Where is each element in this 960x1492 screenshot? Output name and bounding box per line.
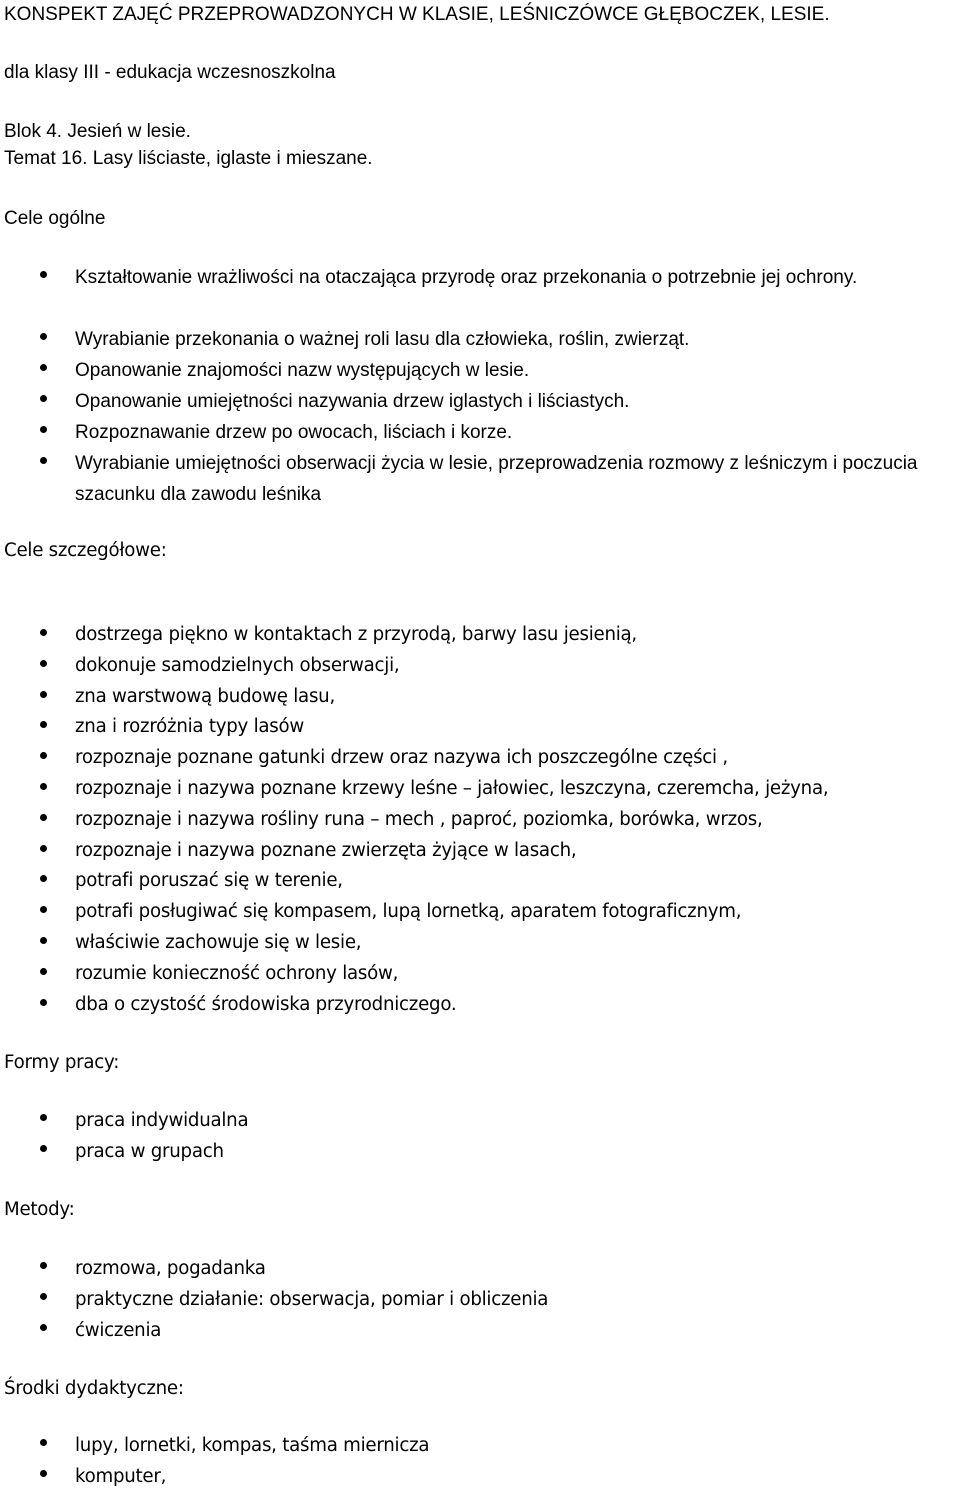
list-item: komputer, [0,1461,960,1492]
list-item: dba o czystość środowiska przyrodniczego. [0,990,960,1021]
list-item: Kształtowanie wrażliwości na otaczająca przyrodę oraz przekonania o potrzebnie jej ochrony. [0,262,960,324]
list-item: rozpoznaje i nazywa rośliny runa – mech , paproć, poziomka, borówka, wrzos, [0,805,960,836]
bullet-icon [40,783,47,790]
bullet-icon [40,333,47,340]
bullet-icon [40,906,47,913]
list-item: lupy, lornetki, kompas, taśma miernicza [0,1430,960,1461]
bullet-icon [40,999,47,1006]
list-item: Rozpoznawanie drzew po owocach, liściach i korze. [0,417,960,448]
list-item: dostrzega piękno w kontaktach z przyrodą, barwy lasu jesienią, [0,620,960,651]
methods-list [0,1253,960,1346]
list-item: potrafi posługiwać się kompasem, lupą lornetką, aparatem fotograficznym, [0,897,960,928]
list-item: Opanowanie umiejętności nazywania drzew iglastych i liściastych. [0,386,960,417]
bullet-icon [40,1114,47,1121]
bullet-icon [40,1439,47,1446]
bullet-icon [40,1293,47,1300]
teaching-aids-heading: Środki dydaktyczne: [4,1378,184,1399]
list-item: ćwiczenia [0,1315,960,1346]
list-item: potrafi poruszać się w terenie, [0,866,960,897]
methods-heading: Metody: [4,1199,75,1220]
bullet-icon [40,1324,47,1331]
list-item: praktyczne działanie: obserwacja, pomiar i obliczenia [0,1284,960,1315]
teaching-aids-list [0,1430,960,1492]
bullet-icon [40,752,47,759]
bullet-icon [40,968,47,975]
bullet-icon [40,271,47,278]
bullet-icon [40,845,47,852]
bullet-icon [40,1262,47,1269]
list-item: rozumie konieczność ochrony lasów, [0,959,960,990]
bullet-icon [40,629,47,636]
bullet-icon [40,875,47,882]
general-goals-list [0,262,960,510]
bullet-icon [40,457,47,464]
bullet-icon [40,1145,47,1152]
list-item: rozpoznaje i nazywa poznane zwierzęta żyjące w lasach, [0,836,960,867]
list-item: rozmowa, pogadanka [0,1253,960,1284]
list-item: Wyrabianie umiejętności obserwacji życia w lesie, przeprowadzenia rozmowy z leśniczym i poczucia szacunku dla zawodu leśnika [0,448,960,510]
block-line: Blok 4. Jesień w lesie. [4,121,191,142]
list-item: Wyrabianie przekonania o ważnej roli lasu dla człowieka, roślin, zwierząt. [0,324,960,355]
bullet-icon [40,691,47,698]
list-item: zna i rozróżnia typy lasów [0,712,960,743]
bullet-icon [40,721,47,728]
bullet-icon [40,1470,47,1477]
bullet-icon [40,426,47,433]
list-item: zna warstwową budowę lasu, [0,682,960,713]
detailed-goals-heading: Cele szczegółowe: [4,540,167,561]
bullet-icon [40,395,47,402]
list-item: rozpoznaje poznane gatunki drzew oraz nazywa ich poszczególne części , [0,743,960,774]
list-item: praca w grupach [0,1136,960,1167]
detailed-goals-list [0,620,960,1020]
bullet-icon [40,814,47,821]
list-item: rozpoznaje i nazywa poznane krzewy leśne – jałowiec, leszczyna, czeremcha, jeżyna, [0,774,960,805]
list-item: Opanowanie znajomości nazw występujących w lesie. [0,355,960,386]
work-forms-list [0,1105,960,1167]
class-line: dla klasy III - edukacja wczesnoszkolna [4,62,336,83]
general-goals-heading: Cele ogólne [4,208,106,229]
topic-line: Temat 16. Lasy liściaste, iglaste i mieszane. [4,148,373,169]
document-title: KONSPEKT ZAJĘĆ PRZEPROWADZONYCH W KLASIE, LEŚNICZÓWCE GŁĘBOCZEK, LESIE. [4,4,830,25]
bullet-icon [40,660,47,667]
bullet-icon [40,364,47,371]
bullet-icon [40,937,47,944]
list-item: praca indywidualna [0,1105,960,1136]
work-forms-heading: Formy pracy: [4,1052,120,1073]
list-item: właściwie zachowuje się w lesie, [0,928,960,959]
list-item: dokonuje samodzielnych obserwacji, [0,651,960,682]
